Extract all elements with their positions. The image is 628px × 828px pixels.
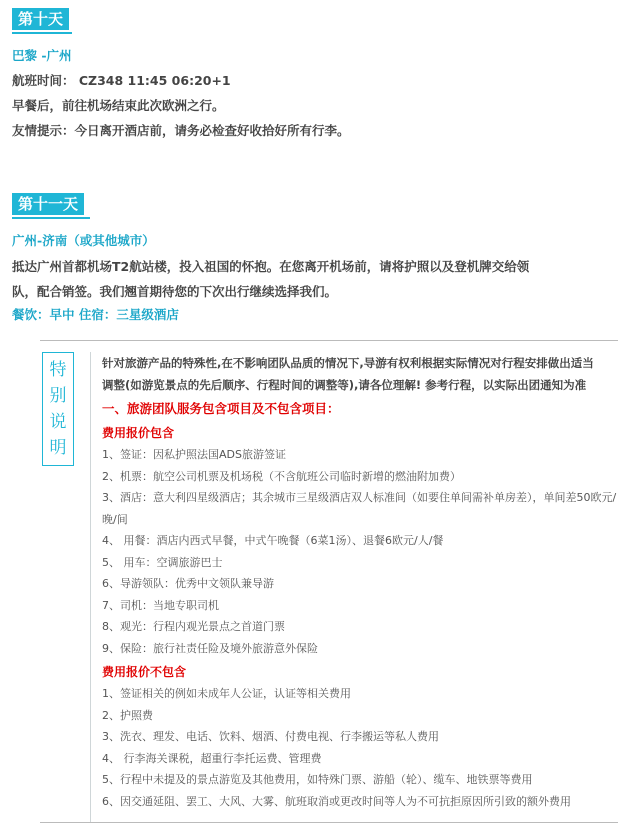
- day-11-route: 广州-济南（或其他城市）: [12, 233, 155, 248]
- included-item: 5、 用车：空调旅游巴士: [102, 555, 223, 569]
- day-11-meals: 餐饮：早中 住宿：三星级酒店: [12, 307, 179, 322]
- day-11-badge: 第十一天: [12, 193, 84, 215]
- section-title: 一、旅游团队服务包含项目及不包含项目：: [102, 401, 340, 416]
- included-title: 费用报价包含: [102, 426, 175, 440]
- side-char-2: 别: [49, 386, 67, 406]
- day-10-badge: 第十天: [12, 8, 69, 30]
- included-item: 8、观光：行程内观光景点之首道门票: [102, 620, 285, 633]
- included-item: 2、机票：航空公司机票及机场税（不含航班公司临时新增的燃油附加费）: [102, 469, 461, 483]
- excluded-item: 3、洗衣、理发、电话、饮料、烟酒、付费电视、行李搬运等私人费用: [102, 730, 439, 743]
- side-char-4: 明: [49, 438, 67, 458]
- notes-intro-line2: 调整(如游览景点的先后顺序、行程时间的调整等),请各位理解! 参考行程，以实际出团通知为准: [102, 378, 587, 392]
- included-item: 3、酒店：意大利四星级酒店；其余城市三星级酒店双人标准间（如要住单间需补单房差），单间差50欧元/晚/间: [102, 491, 617, 526]
- side-char-1: 特: [49, 360, 67, 380]
- day-11-underline: [12, 217, 90, 219]
- side-char-3: 说: [49, 412, 67, 432]
- excluded-item: 5、行程中未提及的景点游览及其他费用，如特殊门票、游船（轮）、缆车、地铁票等费用: [102, 773, 533, 786]
- included-item: 7、司机：当地专职司机: [102, 598, 219, 612]
- special-notes-label: [42, 352, 74, 466]
- excluded-item: 6、因交通延阻、罢工、大风、大雾、航班取消或更改时间等人为不可抗拒原因所引致的额外费用: [102, 794, 571, 808]
- day-11-description-line2: 队，配合销签。我们翘首期待您的下次出行继续选择我们。: [12, 284, 338, 299]
- included-item: 4、 用餐：酒店内西式早餐，中式午晚餐（6菜1汤）、退餐6欧元/人/餐: [102, 534, 444, 547]
- excluded-title: 费用报价不包含: [102, 665, 187, 679]
- day-10-description: 早餐后，前往机场结束此次欧洲之行。: [12, 98, 225, 113]
- day-10-tip: 友情提示：今日离开酒店前，请务必检查好收拾好所有行李。: [12, 123, 350, 138]
- notes-intro-line1: 针对旅游产品的特殊性,在不影响团队品质的情况下,导游有权利根据实际情况对行程安排做出适当: [102, 356, 594, 370]
- day-10-route: 巴黎 -广州: [12, 48, 72, 63]
- day-10-underline: [12, 32, 72, 34]
- included-item: 6、导游领队：优秀中文领队兼导游: [102, 577, 274, 590]
- divider-top: [40, 340, 618, 341]
- included-item: 1、签证：因私护照法国ADS旅游签证: [102, 448, 286, 461]
- excluded-item: 1、签证相关的例如未成年人公证，认证等相关费用: [102, 687, 351, 700]
- included-item: 9、保险：旅行社责任险及境外旅游意外保险: [102, 641, 318, 655]
- day-10-flight: 航班时间： CZ348 11:45 06:20+1: [12, 73, 231, 88]
- notes-vertical-divider: [90, 352, 91, 822]
- day-11-description-line1: 抵达广州首都机场T2航站楼，投入祖国的怀抱。在您离开机场前，请将护照以及登机牌交给领: [12, 259, 530, 274]
- divider-bottom: [40, 822, 618, 823]
- excluded-item: 2、护照费: [102, 708, 153, 722]
- notes-content: [102, 352, 622, 812]
- excluded-item: 4、 行李海关课税，超重行李托运费、管理费: [102, 751, 322, 765]
